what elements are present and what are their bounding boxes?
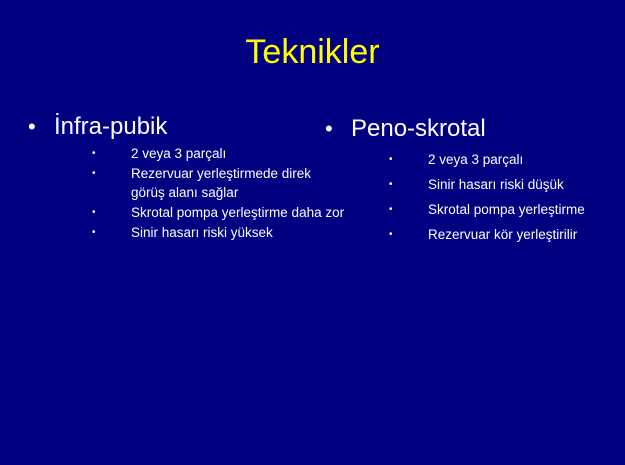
bullet-icon: • bbox=[28, 114, 36, 139]
column-heading-row bbox=[28, 112, 348, 144]
list-item-text: Skrotal pompa yerleştirme bbox=[428, 202, 585, 217]
bullet-icon: • bbox=[325, 116, 333, 141]
list-item-text: Sinir hasarı riski yüksek bbox=[131, 225, 273, 240]
list-item bbox=[28, 203, 348, 222]
list-item-text: Skrotal pompa yerleştirme daha zor bbox=[131, 205, 345, 220]
column-infra-pubik bbox=[28, 112, 348, 243]
slide-title: Teknikler bbox=[245, 33, 380, 71]
column-peno-skrotal bbox=[325, 114, 615, 250]
bullet-icon: • bbox=[92, 148, 96, 159]
list-item-text: 2 veya 3 parçalı bbox=[428, 152, 524, 167]
bullet-icon: • bbox=[92, 168, 96, 179]
list-item bbox=[28, 144, 348, 163]
bullet-icon: • bbox=[389, 154, 393, 165]
list-item-text: 2 veya 3 parçalı bbox=[131, 146, 227, 161]
sub-list bbox=[28, 144, 348, 242]
list-item bbox=[28, 164, 348, 202]
list-item-text: Rezervuar yerleştirmede direk görüş alanı sağlar bbox=[131, 166, 312, 200]
column-heading-row bbox=[325, 114, 615, 146]
list-item bbox=[325, 175, 615, 194]
list-item bbox=[325, 150, 615, 169]
column-heading: İnfra-pubik bbox=[54, 113, 168, 140]
sub-list bbox=[325, 150, 615, 244]
column-heading: Peno-skrotal bbox=[351, 115, 486, 142]
bullet-icon: • bbox=[389, 204, 393, 215]
list-item-text: Rezervuar kör yerleştirilir bbox=[428, 227, 578, 242]
list-item bbox=[325, 200, 615, 219]
list-item-text: Sinir hasarı riski düşük bbox=[428, 177, 564, 192]
bullet-icon: • bbox=[389, 179, 393, 190]
bullet-icon: • bbox=[389, 229, 393, 240]
bullet-icon: • bbox=[92, 227, 96, 238]
list-item bbox=[28, 223, 348, 242]
list-item bbox=[325, 225, 615, 244]
bullet-icon: • bbox=[92, 207, 96, 218]
